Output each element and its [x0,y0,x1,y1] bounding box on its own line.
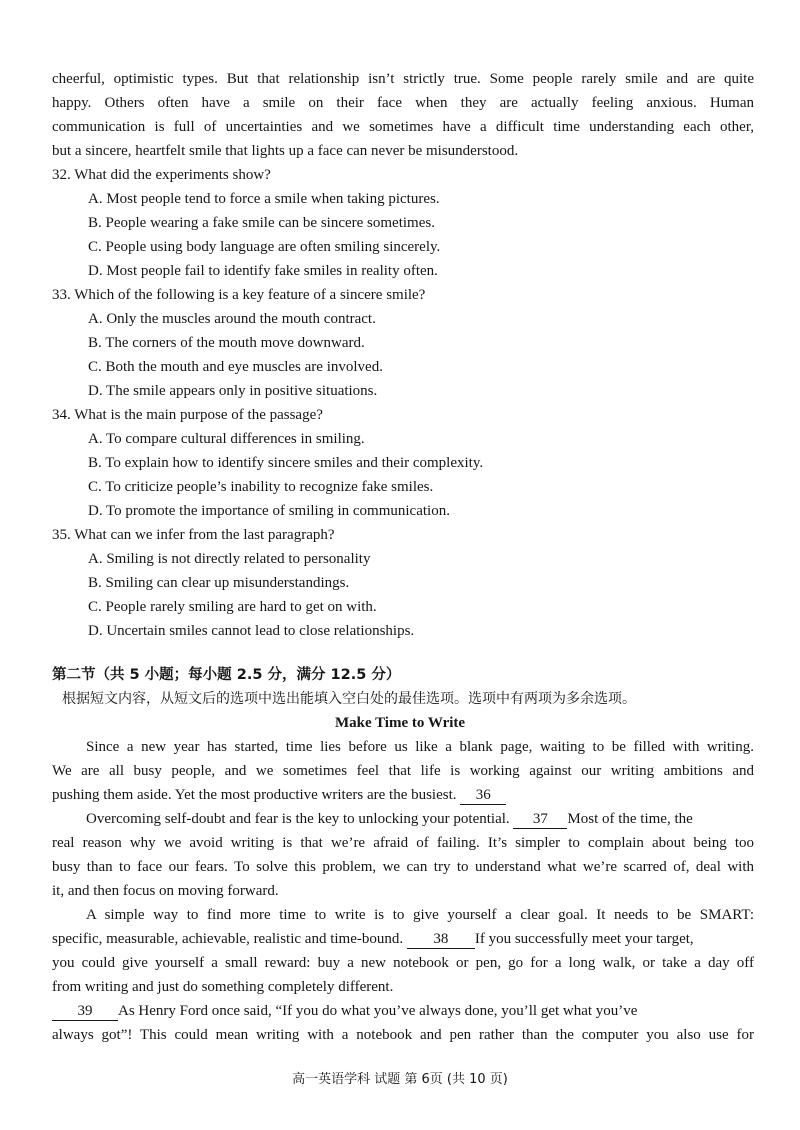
option-c: C. To criticize people’s inability to recognize fake smiles. [88,479,434,495]
passage-line: always got”! This could mean writing with a notebook and pen rather than the computer you also use for [52,1027,754,1043]
option-a: A. Most people tend to force a smile when taking pictures. [88,191,440,207]
option-b: B. To explain how to identify sincere smiles and their complexity. [88,455,484,471]
passage-line: Since a new year has started, time lies before us like a blank page, waiting to be filled with writing. [86,739,754,755]
passage-line: cheerful, optimistic types. But that relationship isn’t strictly true. Some people rarely smile and are quite [52,71,754,87]
option-d: D. Most people fail to identify fake smiles in reality often. [88,263,438,279]
passage-text: specific, measurable, achievable, realistic and time-bound. [52,931,407,947]
passage-line [86,808,754,830]
passage-line [52,784,754,806]
option-b: B. The corners of the mouth move downward. [88,335,365,351]
option-b: B. People wearing a fake smile can be sincere sometimes. [88,215,435,231]
option-c: C. People using body language are often smiling sincerely. [88,239,441,255]
page-footer: 高一英语学科 试题 第 6页 (共 10 页) [292,1072,508,1087]
section-heading: 第二节（共 5 小题；每小题 2.5 分，满分 12.5 分） [52,667,401,683]
option-b: B. Smiling can clear up misunderstandings. [88,575,350,591]
option-a: A. Smiling is not directly related to personality [88,551,371,567]
section-instruction: 根据短文内容，从短文后的选项中选出能填入空白处的最佳选项。选项中有两项为多余选项。 [62,691,636,707]
question-stem: 33. Which of the following is a key feature of a sincere smile? [52,287,426,303]
passage-line: real reason why we avoid writing is that we’re afraid of failing. It’s simpler to complain about being too [52,835,754,851]
passage-title: Make Time to Write [334,715,466,731]
option-d: D. To promote the importance of smiling in communication. [88,503,450,519]
passage-line [52,928,754,950]
option-a: A. To compare cultural differences in smiling. [88,431,365,447]
option-d: D. Uncertain smiles cannot lead to close relationships. [88,623,415,639]
passage-line: happy. Others often have a smile on their face when they are actually feeling anxious. Human [52,95,754,111]
option-d: D. The smile appears only in positive situations. [88,383,378,399]
option-c: C. Both the mouth and eye muscles are involved. [88,359,383,375]
question-stem: 32. What did the experiments show? [52,167,271,183]
option-c: C. People rarely smiling are hard to get on with. [88,599,377,615]
passage-text: Overcoming self-doubt and fear is the key to unlocking your potential. [86,811,514,827]
blank-36: 36 [460,786,506,805]
passage-line: it, and then focus on moving forward. [52,883,279,899]
question-stem: 34. What is the main purpose of the passage? [52,407,323,423]
passage-line: We are all busy people, and we sometimes feel that life is working against our writing ambitions and [52,763,754,779]
option-a: A. Only the muscles around the mouth contract. [88,311,376,327]
passage-line: but a sincere, heartfelt smile that lights up a face can never be misunderstood. [52,143,519,159]
passage-line: you could give yourself a small reward: buy a new notebook or pen, go for a long walk, or take a day off [52,955,754,971]
passage-line [52,1000,754,1022]
passage-line: busy than to face our fears. To solve this problem, we can try to understand what we’re scarred of, deal with [52,859,754,875]
blank-37: 37 [513,810,567,829]
passage-line: communication is full of uncertainties and we sometimes have a difficult time understanding each other, [52,119,754,135]
passage-line: from writing and just do something completely different. [52,979,394,995]
passage-line: A simple way to find more time to write is to give yourself a clear goal. It needs to be SMART: [86,907,754,923]
passage-text: If you successfully meet your target, [474,931,694,947]
blank-39: 39 [52,1002,118,1021]
question-stem: 35. What can we infer from the last paragraph? [52,527,335,543]
passage-text: Most of the time, the [567,811,693,827]
passage-text: pushing them aside. Yet the most productive writers are the busiest. [52,787,461,803]
passage-text: As Henry Ford once said, “If you do what you’ve always done, you’ll get what you’ve [118,1003,638,1019]
blank-38: 38 [407,930,475,949]
